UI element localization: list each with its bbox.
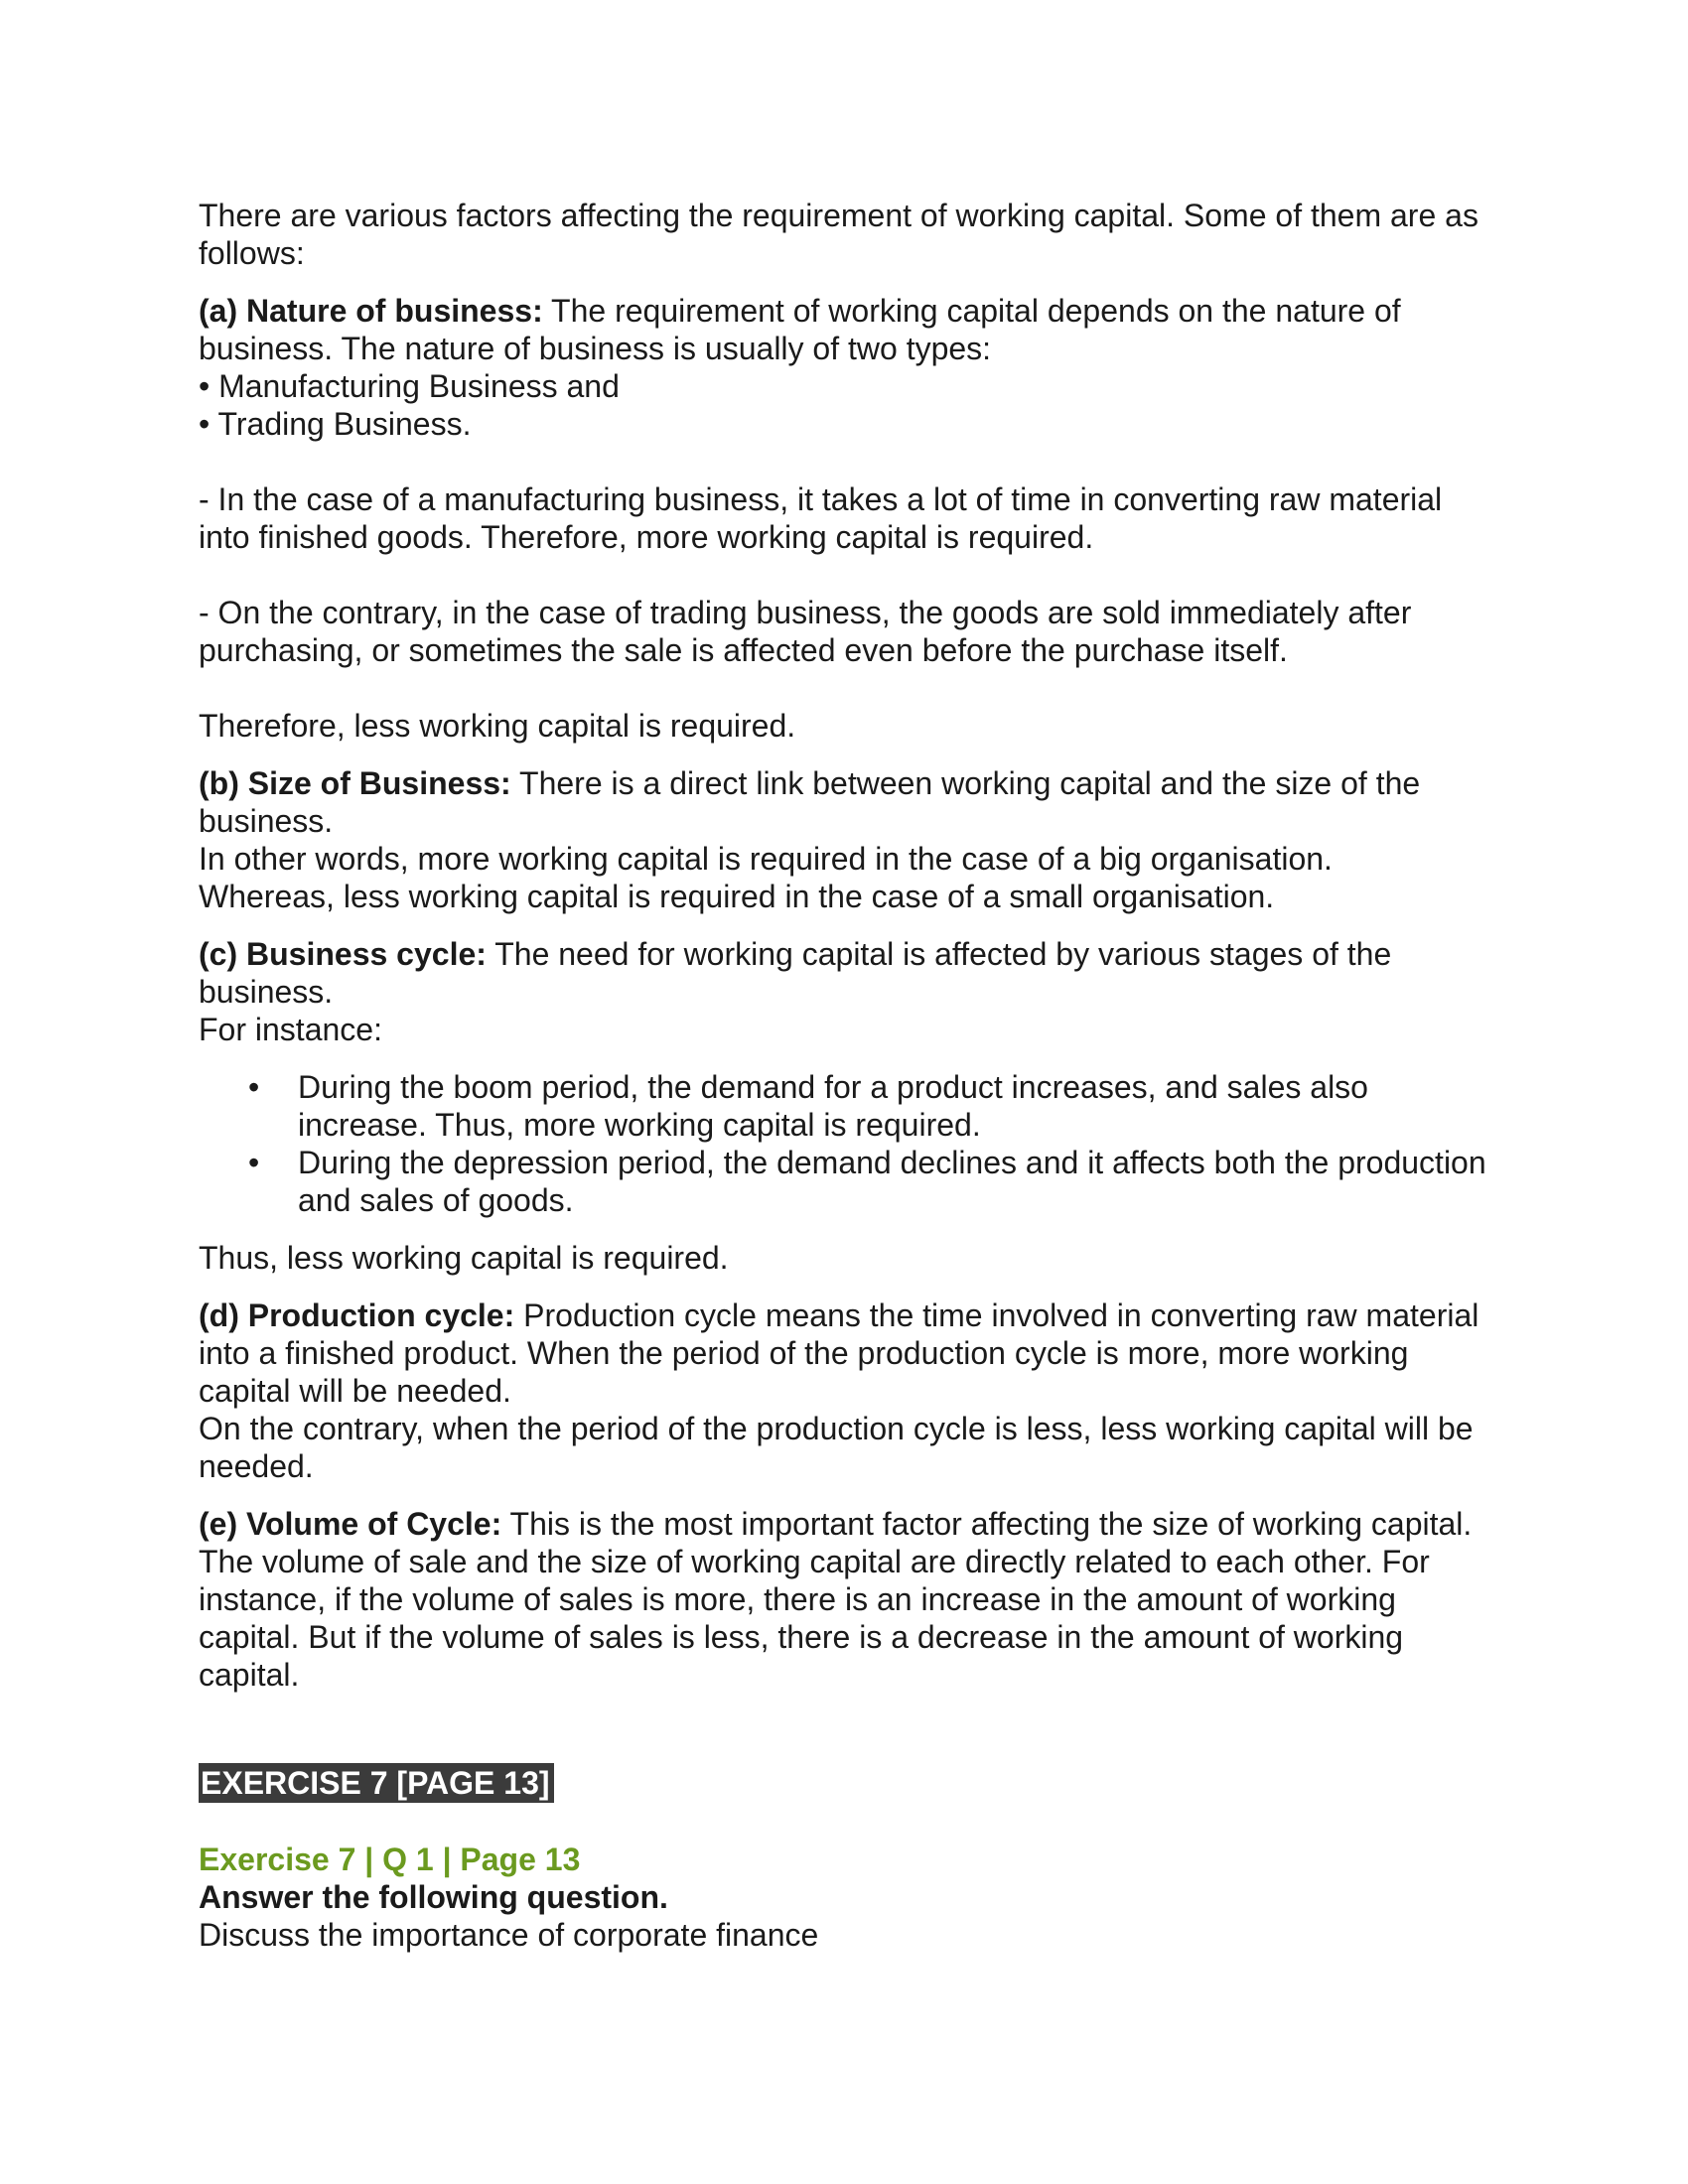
size-of-business-text: There is a direct link between working capital and the size of the business. [199,765,1421,839]
trading-paragraph: - On the contrary, in the case of trading business, the goods are sold immediately after purchasing, or sometimes the sale is affected even before the purchase itself. [199,595,1412,668]
nature-of-business-paragraph [199,292,1489,367]
question-text: Discuss the importance of corporate finance [199,1917,819,1953]
size-line-big-organisation: In other words, more working capital is required in the case of a big organisation. [199,841,1333,877]
manufacturing-item: • Manufacturing Business and [199,368,620,404]
size-line-small-organisation: Whereas, less working capital is required in the case of a small organisation. [199,879,1275,914]
business-cycle-text: The need for working capital is affected by various stages of the business. [199,936,1392,1010]
business-cycle-conclusion: Thus, less working capital is required. [199,1240,729,1276]
question-instruction: Answer the following question. [199,1879,668,1915]
intro-paragraph: There are various factors affecting the requirement of working capital. Some of them are as follows: [199,198,1478,271]
production-cycle-contrary: On the contrary, when the period of the production cycle is less, less working capital will be needed. [199,1411,1474,1484]
business-cycle-paragraph [199,935,1489,1011]
trading-conclusion: Therefore, less working capital is required. [199,708,796,744]
volume-of-cycle-paragraph [199,1505,1489,1694]
production-cycle-text: Production cycle means the time involved in converting raw material into a finished product. When the period of the production cycle is more, more working capital will be needed. [199,1297,1479,1409]
document-page [199,197,1489,1954]
nature-of-business-text: The requirement of working capital depends on the nature of business. The nature of business is usually of two types: [199,293,1401,366]
boom-period-bullet: • During the boom period, the demand for a product increases, and sales also increase. Thus, more working capital is required. [199,1068,1489,1144]
volume-of-cycle-title: (e) Volume of Cycle: [199,1506,502,1542]
volume-of-cycle-text: This is the most important factor affecting the size of working capital. The volume of sale and the size of working capital are directly related to each other. For instance, if the volume of sales is more, there is an increase in the amount of working capital. But if the volume of sales is less, there is a decrease in the amount of working capital. [199,1506,1473,1693]
size-of-business-paragraph [199,764,1489,840]
production-cycle-title: (d) Production cycle: [199,1297,515,1333]
exercise-heading: EXERCISE 7 [PAGE 13] [199,1763,554,1803]
nature-of-business-title: (a) Nature of business: [199,293,543,329]
business-cycle-bullet-list [199,1068,1489,1219]
exercise-heading-line [199,1763,1489,1803]
production-cycle-paragraph [199,1297,1489,1410]
trading-item: • Trading Business. [199,406,472,442]
manufacturing-paragraph: - In the case of a manufacturing business, it takes a lot of time in converting raw material into finished goods. Therefore, more working capital is required. [199,481,1443,555]
question-reference: Exercise 7 | Q 1 | Page 13 [199,1842,581,1877]
business-cycle-title: (c) Business cycle: [199,936,487,972]
size-of-business-title: (b) Size of Business: [199,765,511,801]
depression-period-bullet: • During the depression period, the demand declines and it affects both the production and sales of goods. [199,1144,1489,1219]
for-instance-line: For instance: [199,1012,382,1047]
